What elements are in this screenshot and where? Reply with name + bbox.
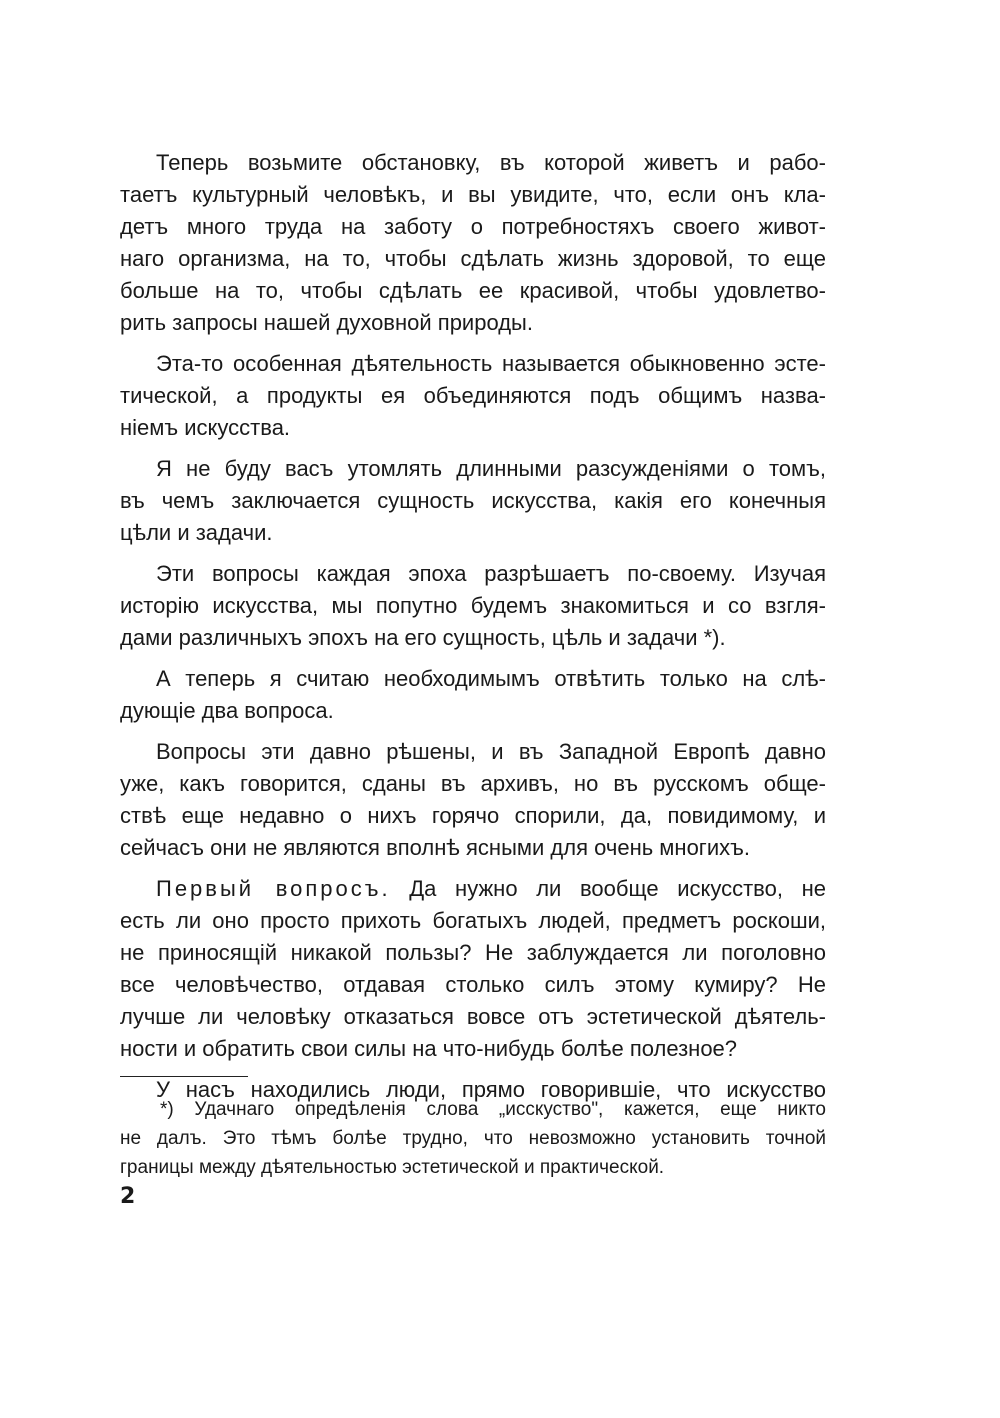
text-line: Эта-то особенная дѣятельность называется обыкновенно эсте- (156, 351, 826, 376)
page-number: 2 (120, 1184, 136, 1209)
footnote-line: границы между дѣятельностью эстетической и практической. (120, 1157, 665, 1178)
paragraph-gap (120, 864, 826, 873)
text-line: рить запросы нашей духовной природы. (120, 310, 533, 335)
text-line: Вопросы эти давно рѣшены, и въ Западной Европѣ давно (156, 739, 826, 764)
footnote-line: не далъ. Это тѣмъ болѣе трудно, что невозможно установить точной (120, 1128, 826, 1149)
footnote-line: *) Удачнаго опредѣленія слова „исскуство", кажется, еще никто (160, 1099, 826, 1120)
paragraph-gap (120, 549, 826, 558)
paragraph-gap (120, 339, 826, 348)
text-line: дующіе два вопроса. (120, 698, 334, 723)
spaced-heading: Первый вопросъ. (156, 876, 391, 901)
text-line: ніемъ искусства. (120, 415, 291, 440)
paragraph-gap (120, 654, 826, 663)
text-line: исторію искусства, мы попутно будемъ знакомиться и со взгля- (120, 593, 826, 618)
text-line: Эти вопросы каждая эпоха разрѣшаетъ по-своему. Изучая (156, 561, 826, 586)
text-line: наго организма, на то, чтобы сдѣлать жизнь здоровой, то еще (120, 246, 826, 271)
text-line: цѣли и задачи. (120, 520, 273, 545)
paragraph-gap (120, 444, 826, 453)
text-line: У насъ находились люди, прямо говорившіе, что искусство (156, 1077, 826, 1102)
footnote-separator (120, 1076, 248, 1077)
text-line-rest: Да нужно ли вообще искусство, не (390, 876, 826, 901)
text-line: въ чемъ заключается сущность искусства, какія его конечныя (120, 488, 826, 513)
text-line: дами различныхъ эпохъ на его сущность, цѣль и задачи *). (120, 625, 726, 650)
text-line: А теперь я считаю необходимымъ отвѣтить только на слѣ- (156, 666, 826, 691)
text-line: ности и обратить свои силы на что-нибудь болѣе полезное? (120, 1036, 738, 1061)
text-line: ствѣ еще недавно о нихъ горячо спорили, да, повидимому, и (120, 803, 826, 828)
main-text (120, 147, 826, 1106)
text-line: не приносящій никакой пользы? Не заблуждается ли поголовно (120, 940, 826, 965)
footnote (120, 1095, 826, 1182)
text-line: тической, а продукты ея объединяются подъ общимъ назва- (120, 383, 826, 408)
text-line: больше на то, чтобы сдѣлать ее красивой, чтобы удовлетво- (120, 278, 826, 303)
paragraph-gap (120, 727, 826, 736)
text-line: сейчасъ они не являются вполнѣ ясными для очень многихъ. (120, 835, 750, 860)
paragraph-gap (120, 1065, 826, 1074)
text-line: все человѣчество, отдавая столько силъ этому кумиру? Не (120, 972, 826, 997)
text-line: лучше ли человѣку отказаться вовсе отъ эстетической дѣятель- (120, 1004, 826, 1029)
text-line (120, 873, 826, 905)
text-line: уже, какъ говорится, сданы въ архивъ, но въ русскомъ обще- (120, 771, 826, 796)
text-line: есть ли оно просто прихоть богатыхъ людей, предметъ роскоши, (120, 908, 826, 933)
text-line: детъ много труда на заботу о потребностяхъ своего живот- (120, 214, 826, 239)
text-line: таетъ культурный человѣкъ, и вы увидите, что, если онъ кла- (120, 182, 826, 207)
text-line: Теперь возьмите обстановку, въ которой живетъ и рабо- (156, 150, 826, 175)
text-line: Я не буду васъ утомлять длинными разсужденіями о томъ, (156, 456, 826, 481)
